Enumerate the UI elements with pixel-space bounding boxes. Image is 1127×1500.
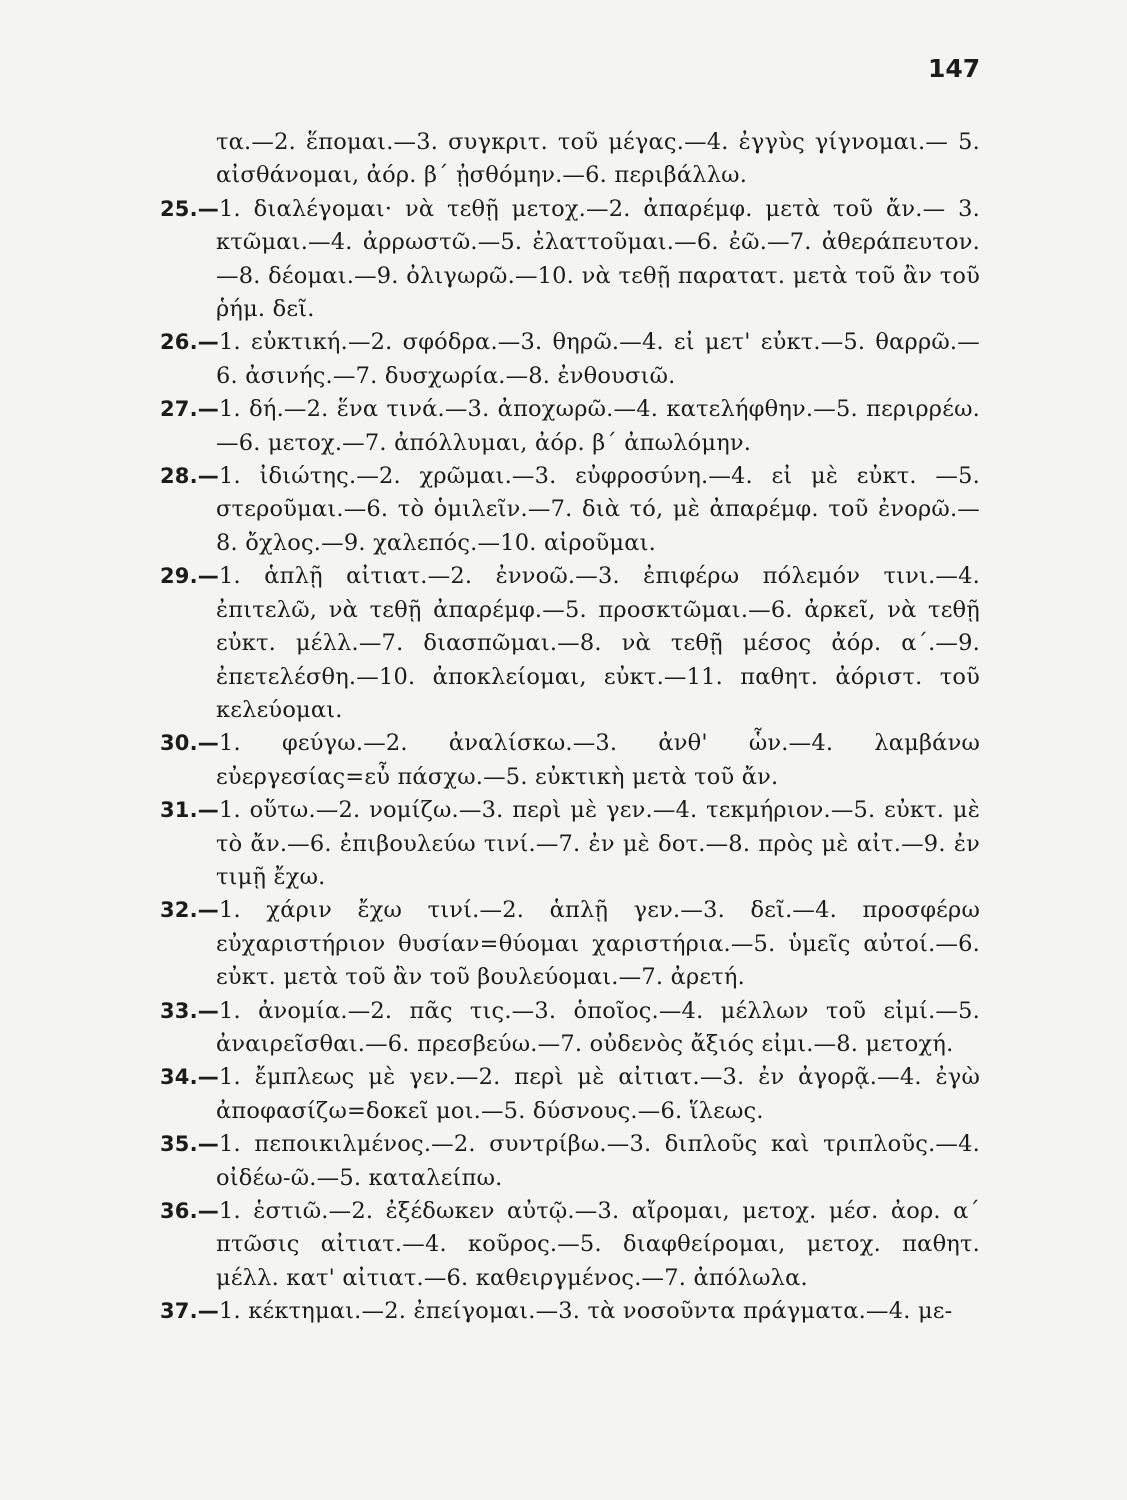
entry-text: 1. διαλέγομαι· νὰ τεθῇ μετοχ.—2. ἀπαρέμφ. μετὰ τοῦ ἄν.— [219,195,946,222]
entry-text: 1. ἀνομία.—2. πᾶς τις.—3. ὁποῖος.—4. μέλλων τοῦ εἰμί.—5. ἀναιρεῖσθαι.—6. πρεσβεύω.—7. οὐδενὸς ἄξιός εἰμι.—8. μετοχή. [216,997,980,1057]
entry-32 [160,894,980,994]
entry-30 [160,727,980,794]
entry-37 [160,1295,980,1328]
entry-number: 31.— [160,798,220,823]
entry-number: 34.— [160,1065,220,1090]
entry-text: 1. πεποικιλμένος.—2. συντρίβω.—3. διπλοῦς καὶ τριπλοῦς.—4. οἰδέω-ῶ.—5. καταλείπω. [216,1131,980,1191]
entry-text: 3. κτῶμαι.—4. ἀρρωστῶ.—5. ἐλαττοῦμαι.—6. ἐῶ.—7. ἀθεράπευτον.—8. δέομαι.—9. ὀλιγωρῶ.—10. νὰ τεθῇ παρατατ. μετὰ [216,195,980,289]
entry-text: 1. ἁπλῇ αἰτιατ.—2. ἐννοῶ.—3. ἐπιφέρω πόλεμόν τινι.—4. ἐπιτελῶ, νὰ τεθῇ ἀπαρέμφ.—5. προσκτῶμαι.—6. ἀρκεῖ, νὰ τεθῇ εὐκτ. μέλλ.—7. διασπῶμαι.—8. νὰ τεθῇ μέσος ἀόρ. α΄.—9. ἐπετελέσθη.—10. ἀποκλείομαι, εὐκτ.—11. παθητ. ἀόριστ. τοῦ κελεύομαι. [216,563,980,723]
page-number: 147 [928,54,981,83]
answer-key-text [160,126,980,1329]
entry-number: 36.— [160,1199,220,1223]
entry-text: 5. αἰσθάνομαι, ἀόρ. β΄ ᾐσθόμην.—6. περιβάλλω. [216,129,980,189]
entry-number: 28.— [160,464,220,489]
entry-number: 37.— [160,1299,220,1324]
entry-number: 32.— [160,898,220,923]
entry-26 [160,326,980,393]
entry-number: 33.— [160,998,220,1023]
entry-28 [160,460,980,560]
entry-text: τοῦ ἂν τοῦ ῥήμ. δεῖ. [216,262,980,323]
entry-31 [160,794,980,894]
entry-number: 30.— [160,731,220,756]
entry-text: 1. χάριν ἔχω τινί.—2. ἁπλῇ γεν.—3. δεῖ.—4. προσφέρω εὐχαριστήριον θυσίαν=θύομαι χαριστήρια.—5. ὑμεῖς αὐτοί.—6. εὐκτ. μετὰ τοῦ ἂν τοῦ βουλεύομαι.—7. ἀρετή. [216,897,980,991]
entry-text: 1. εὐκτική.—2. σφόδρα.—3. θηρῶ.—4. εἰ μετ' εὐκτ.—5. θαρρῶ.—6. ἀσινής.—7. δυσχωρία.—8. ἐνθουσιῶ. [216,329,980,389]
entry-text: 1. ἔμπλεως μὲ γεν.—2. περὶ μὲ αἰτιατ.—3. ἐν ἀγορᾷ.—4. ἐγὼ ἀποφασίζω=δοκεῖ μοι.—5. δύσνους.—6. ἵλεως. [216,1064,980,1124]
entry-text: 1. φεύγω.—2. ἀναλίσκω.—3. ἀνθ' ὧν.—4. λαμβάνω εὐεργεσίας=εὖ πάσχω.—5. εὐκτικὴ μετὰ τοῦ ἄν. [216,730,980,790]
entry-25 [160,193,980,327]
entry-continuation [160,126,980,193]
entry-number: 27.— [160,397,220,422]
entry-text: 1. οὕτω.—2. νομίζω.—3. περὶ μὲ γεν.—4. τεκμήριον.—5. εὐκτ. μὲ τὸ ἄν.—6. ἐπιβουλεύω τινί.—7. ἐν μὲ δοτ.—8. πρὸς μὲ αἰτ.—9. ἐν τιμῇ ἔχω. [216,797,980,890]
entry-text: 1. ἰδιώτης.—2. χρῶμαι.—3. εὐφροσύνη.—4. εἰ μὲ εὐκτ. —5. στεροῦμαι.—6. τὸ ὁμιλεῖν.—7. διὰ τό, μὲ ἀπαρέμφ. τοῦ ἐνορῶ.—8. ὄχλος.—9. χαλεπός.—10. αἱροῦμαι. [216,463,980,556]
entry-number: 35.— [160,1132,220,1157]
entry-number: 25.— [160,196,220,221]
entry-36 [160,1195,980,1295]
entry-number: 26.— [160,330,220,355]
entry-text: 1. ἑστιῶ.—2. ἐξέδωκεν αὐτῷ.—3. αἴρομαι, μετοχ. μέσ. ἀορ. α΄ πτῶσις αἰτιατ.—4. κοῦρος.—5. διαφθείρομαι, μετοχ. παθητ. μέλλ. κατ' αἰτιατ.—6. καθειργμένος.—7. ἀπόλωλα. [216,1198,980,1291]
entry-text: 1. κέκτημαι.—2. ἐπείγομαι.—3. τὰ νοσοῦντα πράγματα.—4. με- [219,1298,953,1325]
entry-text: τα.—2. ἕπομαι.—3. συγκριτ. τοῦ μέγας.—4. ἐγγὺς γίγνομαι.— [216,129,949,155]
entry-number: 29.— [160,564,220,589]
entry-text: 1. δή.—2. ἕνα τινά.—3. ἀποχωρῶ.—4. κατελήφθην.—5. περιρρέω.—6. μετοχ.—7. ἀπόλλυμαι, ἀόρ. β΄ ἀπωλόμην. [216,396,980,456]
entry-29 [160,560,980,727]
entry-27 [160,393,980,460]
entry-35 [160,1128,980,1195]
entry-34 [160,1061,980,1128]
entry-33 [160,995,980,1062]
